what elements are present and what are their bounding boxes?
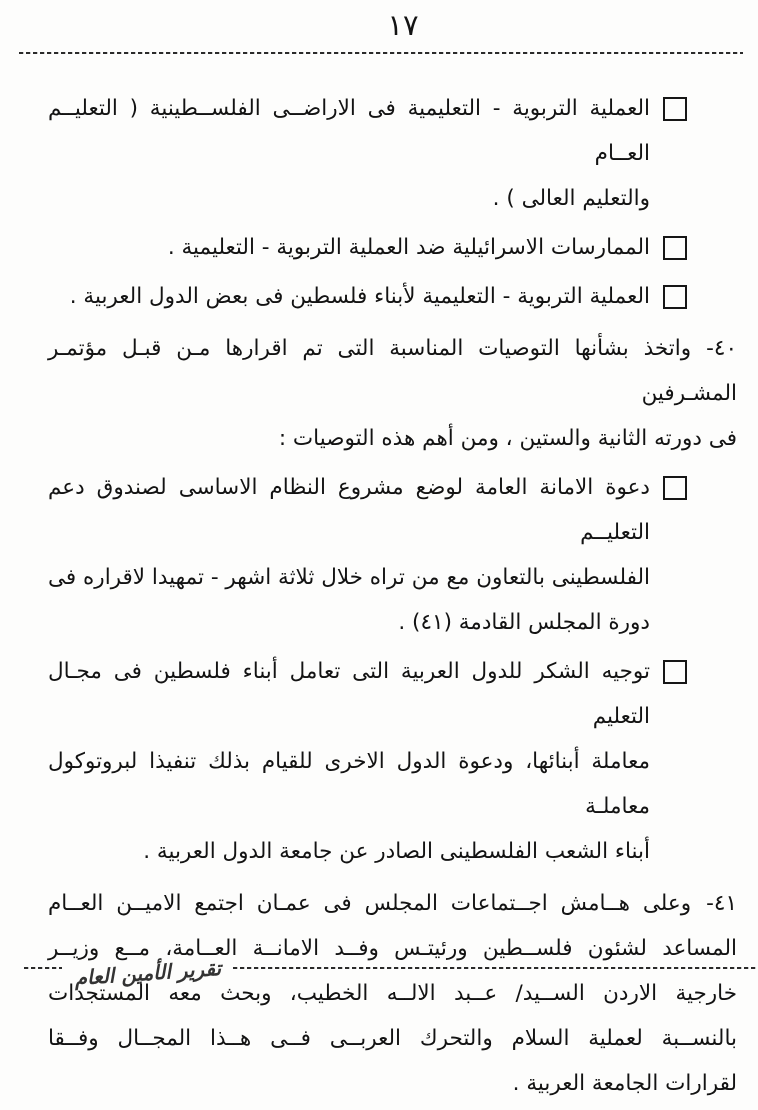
text-line: العملية التربوية - التعليمية فى الاراضــى الفلســطينية ( التعليــم العــام (48, 96, 650, 166)
footer-note: تقرير الأمين العام (73, 955, 222, 991)
numbered-item (48, 326, 737, 461)
footer-rule (233, 967, 756, 969)
text-line: الممارسات الاسرائيلية ضد العملية التربوية - التعليمية . (167, 235, 650, 260)
text-segment: واتخذ بشأنها التوصيات المناسبة التى تم اقرارها مـن قبـل مؤتمـر المشـرفين (48, 336, 737, 406)
text-line: المساعد لشئون فلســطين ورئيتـس وفــد الامانــة العــامة، مــع وزيــر (48, 936, 737, 961)
text-line: أبناء الشعب الفلسطينى الصادر عن جامعة الدول العربية . (143, 839, 650, 864)
text-line: فى دورته الثانية والستين ، ومن أهم هذه التوصيات : (278, 426, 737, 451)
page-number: ١٧ (387, 8, 419, 42)
bullet-item (48, 225, 687, 270)
numbered-item (48, 881, 737, 1106)
text-line: العملية التربوية - التعليمية لأبناء فلسطين فى بعض الدول العربية . (69, 284, 650, 309)
text-segment: وعلى هــامش اجــتماعات المجلس فى عمـان اجتمع الاميــن العــام (48, 891, 692, 916)
text-line: بالنســبة لعملية السلام والتحرك العربــى فــى هــذا المجــال وفــقا (48, 1026, 737, 1051)
page-footer (24, 955, 756, 991)
text-line (48, 881, 737, 926)
item-number: ٤٠- (706, 336, 737, 361)
text-line: خارجية الاردن الســيد/ عــبد الالــه الخطيب، وبحث معه المستجدات (48, 981, 737, 1006)
text-line: معاملة أبنائها، ودعوة الدول الاخرى للقيام بذلك تنفيذا لبروتوكول معاملـة (48, 749, 650, 819)
footer-dash (24, 967, 62, 969)
square-bullet-icon (663, 660, 687, 684)
bullet-item (48, 649, 687, 874)
header-rule (19, 52, 743, 54)
text-line: دعوة الامانة العامة لوضع مشروع النظام الاساسى لصندوق دعم التعليــم (48, 475, 650, 545)
bullet-item (48, 465, 687, 645)
square-bullet-icon (663, 285, 687, 309)
bullet-item (48, 86, 687, 221)
text-line: والتعليم العالى ) . (492, 186, 650, 211)
text-line: لقرارات الجامعة العربية . (512, 1071, 737, 1096)
bullet-item (48, 274, 687, 319)
text-line: توجيه الشكر للدول العربية التى تعامل أبناء فلسطين فى مجـال التعليم (48, 659, 650, 729)
text-line: الفلسطينى بالتعاون مع من تراه خلال ثلاثة اشهر - تمهيدا لاقراره فى (48, 565, 650, 590)
text-line: دورة المجلس القادمة (٤١) . (398, 610, 650, 635)
square-bullet-icon (663, 236, 687, 260)
square-bullet-icon (663, 476, 687, 500)
item-number: ٤١- (706, 891, 737, 916)
text-line (48, 326, 737, 416)
square-bullet-icon (663, 97, 687, 121)
